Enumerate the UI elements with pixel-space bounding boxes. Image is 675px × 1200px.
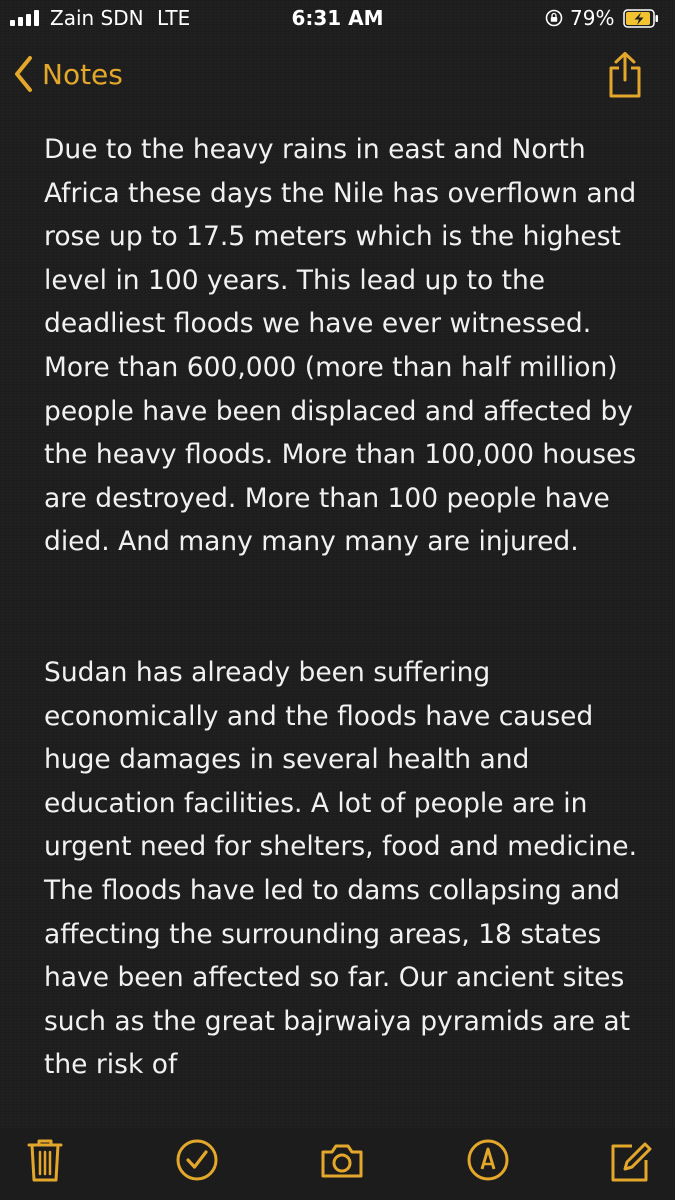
delete-button[interactable] xyxy=(23,1136,67,1184)
battery-charging-icon xyxy=(623,9,659,28)
status-time: 6:31 AM xyxy=(291,6,384,30)
battery-percent: 79% xyxy=(570,6,615,30)
share-icon[interactable] xyxy=(605,50,645,100)
chevron-left-icon xyxy=(12,54,34,94)
bottom-toolbar xyxy=(0,1128,675,1200)
camera-icon xyxy=(318,1136,366,1184)
carrier-name: Zain SDN xyxy=(50,6,144,30)
back-button-label: Notes xyxy=(42,57,123,91)
network-type: LTE xyxy=(157,6,191,30)
checklist-icon xyxy=(175,1136,219,1184)
back-button[interactable] xyxy=(12,54,123,94)
note-paragraph-2: Sudan has already been suffering economically and the floods have caused huge damages in several health and education facilities. A lot of people are in urgent need for shelters, food and medicine. The floods have led to dams collapsing and affecting the surrounding areas, 18 states have been affected so far. Our ancient sites such as the great bajrwaiya pyramids are at the risk of xyxy=(44,656,638,1081)
orientation-lock-icon xyxy=(545,9,563,27)
navigation-bar xyxy=(0,50,675,106)
camera-button[interactable] xyxy=(318,1136,362,1184)
markup-icon xyxy=(466,1136,510,1184)
note-body[interactable] xyxy=(44,128,644,1087)
compose-button[interactable] xyxy=(608,1136,652,1184)
trash-icon xyxy=(23,1136,67,1184)
paragraph-spacer xyxy=(44,564,644,651)
status-bar xyxy=(0,0,675,40)
compose-icon xyxy=(608,1136,652,1184)
checklist-button[interactable] xyxy=(175,1136,219,1184)
note-paragraph-1: Due to the heavy rains in east and North Africa these days the Nile has overflown and rose up to 17.5 meters which is the highest level in 100 years. This lead up to the deadliest floods we have ever witnessed. More than 600,000 (more than half million) people have been displaced and affected by the heavy floods. More than 100,000 houses are destroyed. More than 100 people have died. And many many many are injured. xyxy=(44,134,637,558)
markup-button[interactable] xyxy=(466,1136,510,1184)
